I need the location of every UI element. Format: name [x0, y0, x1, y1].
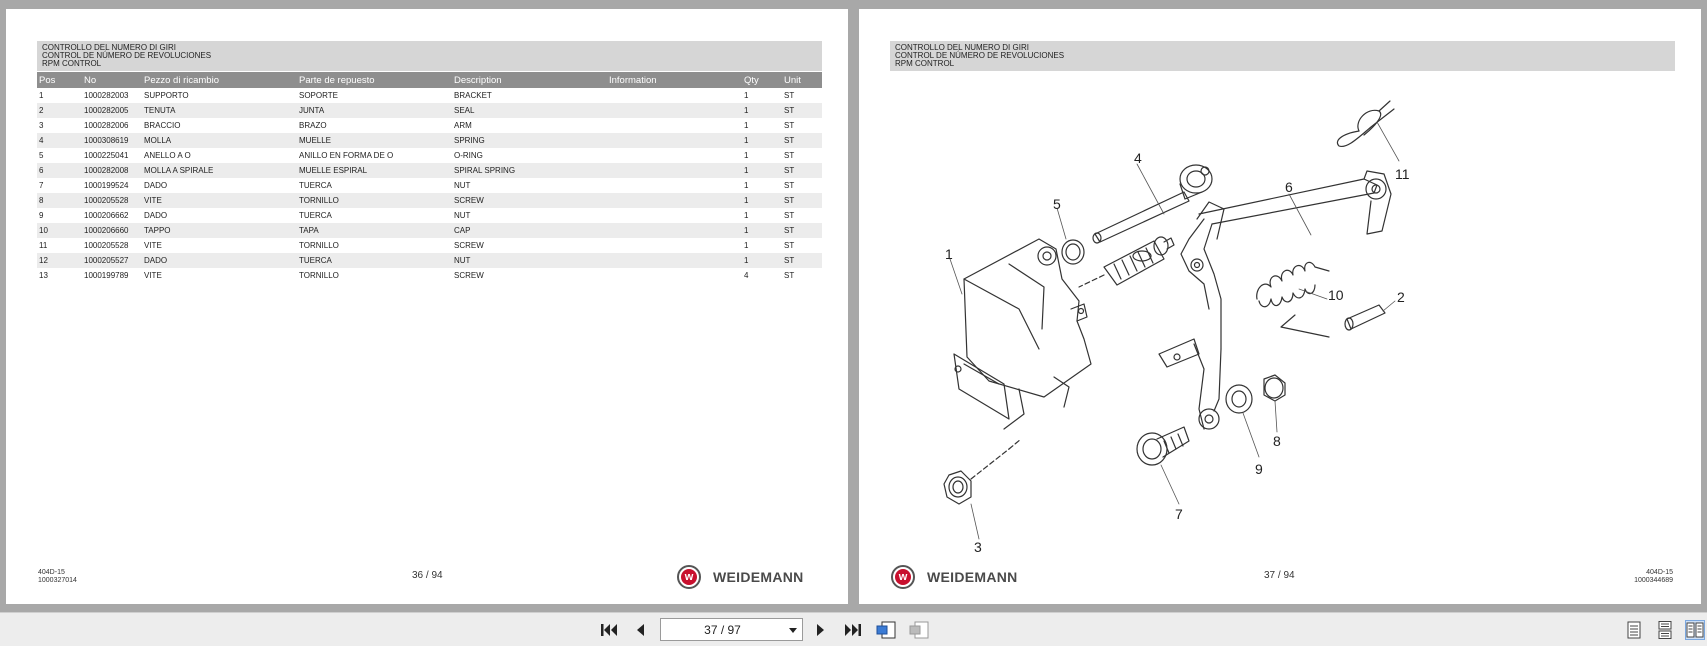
cell-information — [607, 268, 742, 283]
callout-10: 10 — [1328, 287, 1344, 303]
cell-spanish-name: BRAZO — [299, 121, 327, 130]
next-page-icon — [815, 622, 827, 638]
part-5-o-ring-drawing — [1062, 240, 1084, 264]
cell-qty: 1 — [742, 253, 782, 268]
cell-pos: 8 — [37, 193, 82, 208]
cell-italian-name: DADO — [144, 181, 168, 190]
right-page — [859, 9, 1701, 604]
cell-information — [607, 148, 742, 163]
cell-spanish-name: TAPA — [297, 223, 452, 238]
single-page-view-icon — [1627, 621, 1641, 639]
column-header-unit: Unit — [782, 72, 822, 88]
cell-qty: 1 — [742, 103, 782, 118]
table-row — [37, 103, 822, 118]
cell-part-number: 1000225041 — [84, 151, 129, 160]
cell-pos: 1 — [39, 91, 44, 100]
document-code — [1634, 569, 1673, 585]
cell-italian-name: BRACCIO — [144, 121, 181, 130]
last-page-icon — [844, 622, 862, 638]
table-row — [37, 223, 822, 238]
table-row — [37, 118, 822, 133]
table-row — [37, 208, 822, 223]
cell-information — [607, 208, 742, 223]
cell-qty: 1 — [744, 181, 749, 190]
cell-spanish-name: JUNTA — [297, 103, 452, 118]
cell-pos: 9 — [39, 211, 44, 220]
cell-description: BRACKET — [454, 91, 492, 100]
previous-page-icon — [634, 622, 646, 638]
callout-leader-lines — [950, 122, 1399, 539]
cell-information — [607, 118, 742, 133]
callout-3: 3 — [974, 539, 982, 555]
part-9-washer-drawing — [1226, 385, 1252, 413]
column-header-pos: Pos — [37, 72, 82, 88]
document-number: 1000327014 — [38, 577, 77, 584]
callout-2: 2 — [1397, 289, 1405, 305]
cell-part-number: 1000282003 — [84, 91, 129, 100]
page-number: 36 / 94 — [412, 570, 443, 581]
chevron-down-icon — [789, 628, 797, 633]
part-1-bracket-drawing — [954, 239, 1151, 429]
cell-qty: 1 — [742, 223, 782, 238]
cell-unit: ST — [784, 181, 795, 190]
cell-information — [607, 253, 742, 268]
weidemann-logo — [891, 565, 1018, 589]
column-header-spanish: Parte de repuesto — [297, 72, 452, 88]
table-header-row — [37, 72, 822, 88]
cell-unit: ST — [782, 253, 822, 268]
fit-page-button[interactable] — [876, 620, 896, 640]
cell-unit: ST — [784, 211, 795, 220]
cell-qty: 4 — [744, 271, 749, 280]
cell-italian-name: TENUTA — [142, 103, 297, 118]
page-selector-value: 37 / 97 — [704, 623, 741, 637]
column-header-italian: Pezzo di ricambio — [142, 72, 297, 88]
cell-italian-name: SUPPORTO — [144, 91, 189, 100]
cell-information — [607, 238, 742, 253]
cell-description: SPIRAL SPRING — [452, 163, 607, 178]
table-row — [37, 178, 822, 193]
part-2-pin-drawing — [1345, 305, 1385, 330]
cell-information — [607, 103, 742, 118]
callout-1: 1 — [945, 246, 953, 262]
cell-description: NUT — [454, 181, 471, 190]
weidemann-logo-icon: w — [891, 565, 915, 589]
table-row — [37, 193, 822, 208]
continuous-view-button[interactable] — [1655, 620, 1675, 640]
callout-9: 9 — [1255, 461, 1263, 477]
part-3-nut-drawing — [944, 439, 1021, 504]
cell-italian-name: VITE — [142, 193, 297, 208]
document-code — [38, 569, 77, 585]
cell-pos: 2 — [37, 103, 82, 118]
cell-qty: 1 — [744, 121, 749, 130]
cell-qty: 1 — [742, 163, 782, 178]
cell-information — [607, 163, 742, 178]
table-row — [37, 148, 822, 163]
cell-unit: ST — [784, 271, 795, 280]
table-row — [37, 253, 822, 268]
cell-italian-name: MOLLA A SPIRALE — [142, 163, 297, 178]
callout-7: 7 — [1175, 506, 1183, 522]
cell-description: NUT — [452, 253, 607, 268]
cell-pos: 3 — [39, 121, 44, 130]
cell-pos: 6 — [37, 163, 82, 178]
cell-italian-name: TAPPO — [142, 223, 297, 238]
fit-width-button[interactable] — [909, 620, 929, 640]
cell-pos: 13 — [39, 271, 48, 280]
continuous-view-icon — [1658, 621, 1672, 639]
cell-information — [607, 223, 742, 238]
title-line-english: RPM CONTROL — [895, 59, 955, 68]
cell-part-number: 1000282006 — [84, 121, 129, 130]
table-row — [37, 163, 822, 178]
section-title-box — [37, 41, 822, 71]
cell-qty: 1 — [744, 241, 749, 250]
callout-4: 4 — [1134, 150, 1142, 166]
cell-spanish-name: MUELLE ESPIRAL — [297, 163, 452, 178]
page-selector[interactable] — [660, 618, 803, 641]
title-line-english: RPM CONTROL — [42, 59, 102, 68]
document-number: 1000344689 — [1634, 577, 1673, 584]
cell-pos: 11 — [39, 241, 48, 250]
parts-table — [37, 72, 822, 283]
cell-qty: 1 — [742, 133, 782, 148]
cell-description: SPRING — [452, 133, 607, 148]
title-line-spanish: CONTROL DE NÚMERO DE REVOLUCIONES — [895, 51, 1065, 60]
cell-spanish-name: TUERCA — [299, 181, 332, 190]
part-8-cap-drawing — [1264, 375, 1285, 401]
cell-unit: ST — [782, 103, 822, 118]
cell-spanish-name: TORNILLO — [299, 271, 339, 280]
viewer-toolbar — [0, 612, 1707, 646]
weidemann-logo — [677, 565, 804, 589]
cell-description: O-RING — [454, 151, 483, 160]
cell-qty: 1 — [744, 91, 749, 100]
cell-spanish-name: TUERCA — [299, 211, 332, 220]
spring-barrel-drawing — [1079, 237, 1174, 287]
cell-part-number: 1000282005 — [82, 103, 142, 118]
cell-information — [607, 133, 742, 148]
cell-part-number: 1000205527 — [82, 253, 142, 268]
cell-italian-name: MOLLA — [142, 133, 297, 148]
cell-qty: 1 — [742, 193, 782, 208]
title-line-italian: CONTROLLO DEL NUMERO DI GIRI — [895, 43, 1029, 52]
cell-description: ARM — [454, 121, 472, 130]
table-row — [37, 88, 822, 103]
column-header-qty: Qty — [742, 72, 782, 88]
title-line-spanish: CONTROL DE NÚMERO DE REVOLUCIONES — [42, 51, 212, 60]
column-header-no: No — [82, 72, 142, 88]
table-row — [37, 268, 822, 283]
cell-unit: ST — [784, 91, 795, 100]
part-7-screw-drawing — [1137, 427, 1189, 465]
cell-italian-name: DADO — [144, 211, 168, 220]
cell-pos: 10 — [37, 223, 82, 238]
cell-unit: ST — [784, 121, 795, 130]
weidemann-logo-icon: w — [677, 565, 701, 589]
fit-page-icon — [876, 621, 896, 639]
cell-italian-name: VITE — [144, 241, 162, 250]
cell-unit: ST — [782, 133, 822, 148]
table-row — [37, 133, 822, 148]
cell-spanish-name: ANILLO EN FORMA DE O — [299, 151, 394, 160]
column-header-description: Description — [452, 72, 607, 88]
callout-5: 5 — [1053, 196, 1061, 212]
title-line-italian: CONTROLLO DEL NUMERO DI GIRI — [42, 43, 176, 52]
cell-description: SEAL — [452, 103, 607, 118]
cell-spanish-name: TORNILLO — [297, 193, 452, 208]
cell-part-number: 1000206660 — [82, 223, 142, 238]
cell-italian-name: VITE — [144, 271, 162, 280]
brand-name: WEIDEMANN — [713, 569, 804, 585]
cell-pos: 5 — [39, 151, 44, 160]
cell-unit: ST — [782, 193, 822, 208]
cell-italian-name: DADO — [142, 253, 297, 268]
cell-part-number: 1000205528 — [84, 241, 129, 250]
cell-pos: 12 — [37, 253, 82, 268]
cell-spanish-name: MUELLE — [297, 133, 452, 148]
brand-name: WEIDEMANN — [927, 569, 1018, 585]
single-page-view-button[interactable] — [1624, 620, 1644, 640]
cell-unit: ST — [782, 163, 822, 178]
fit-width-icon — [909, 621, 929, 639]
cell-part-number: 1000199789 — [84, 271, 129, 280]
next-page-button[interactable] — [811, 620, 831, 640]
last-page-button[interactable] — [843, 620, 863, 640]
cell-description: SCREW — [452, 193, 607, 208]
part-6-lever-drawing — [1159, 171, 1391, 429]
cell-pos: 7 — [39, 181, 44, 190]
previous-page-button[interactable] — [630, 620, 650, 640]
model-code: 404D-15 — [1646, 569, 1673, 576]
part-10-spring-drawing — [1257, 262, 1329, 337]
cell-unit: ST — [784, 241, 795, 250]
cell-part-number: 1000282008 — [82, 163, 142, 178]
cell-pos: 4 — [37, 133, 82, 148]
first-page-button[interactable] — [599, 620, 619, 640]
cell-information — [607, 88, 742, 103]
cell-description: CAP — [452, 223, 607, 238]
page-number: 37 / 94 — [1264, 570, 1295, 581]
cell-part-number: 1000308619 — [82, 133, 142, 148]
cell-part-number: 1000206662 — [84, 211, 129, 220]
callout-11: 11 — [1395, 166, 1410, 182]
cell-spanish-name: TUERCA — [297, 253, 452, 268]
callout-8: 8 — [1273, 433, 1281, 449]
cell-qty: 1 — [744, 151, 749, 160]
callout-6: 6 — [1285, 179, 1293, 195]
model-code: 404D-15 — [38, 569, 65, 576]
cell-spanish-name: TORNILLO — [299, 241, 339, 250]
cell-information — [607, 193, 742, 208]
cell-qty: 1 — [744, 211, 749, 220]
cell-italian-name: ANELLO A O — [144, 151, 191, 160]
left-page — [6, 9, 848, 604]
two-page-view-icon — [1686, 622, 1704, 638]
cell-information — [607, 178, 742, 193]
cell-unit: ST — [782, 223, 822, 238]
part-11-clip-drawing — [1337, 101, 1394, 146]
exploded-parts-diagram — [859, 9, 1701, 604]
column-header-information: Information — [607, 72, 742, 88]
cell-description: SCREW — [454, 241, 484, 250]
cell-unit: ST — [784, 151, 795, 160]
cell-part-number: 1000199524 — [84, 181, 129, 190]
cell-description: SCREW — [454, 271, 484, 280]
cell-spanish-name: SOPORTE — [299, 91, 338, 100]
two-page-view-button[interactable] — [1685, 620, 1705, 640]
cell-description: NUT — [454, 211, 471, 220]
first-page-icon — [600, 622, 618, 638]
cell-part-number: 1000205528 — [82, 193, 142, 208]
table-row — [37, 238, 822, 253]
